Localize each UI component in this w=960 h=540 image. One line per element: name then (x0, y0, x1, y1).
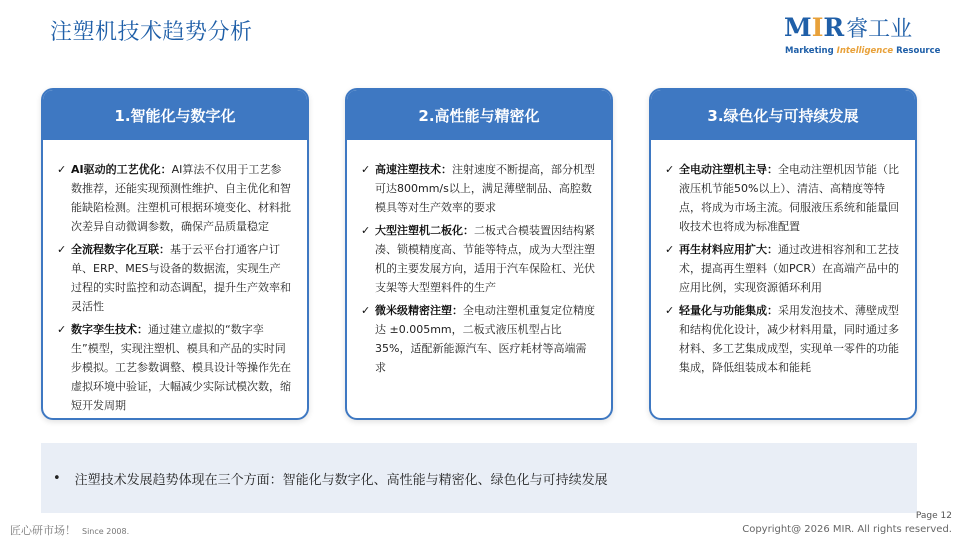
list-item-text (679, 301, 899, 377)
trend-card-green (649, 88, 917, 420)
mir-logo (784, 13, 941, 60)
item-heading: 全流程数字化互联： (71, 243, 170, 256)
footer-since: Since 2008. (82, 527, 130, 536)
footer-slogan-text: 匠心研市场！ (10, 524, 76, 537)
list-item (57, 160, 291, 236)
list-item-text (679, 160, 899, 236)
logo-letter-i: I (811, 13, 824, 42)
item-heading: 再生材料应用扩大： (679, 243, 778, 256)
list-item (57, 240, 291, 316)
item-heading: 全电动注塑机主导： (679, 163, 778, 176)
list-item (361, 301, 595, 377)
list-item-text (375, 301, 595, 377)
checkmark-icon: ✓ (361, 304, 371, 317)
checkmark-icon: ✓ (57, 323, 67, 336)
list-item (665, 301, 899, 377)
logo-letter-m: M (784, 13, 812, 42)
list-item (361, 160, 595, 217)
checkmark-icon: ✓ (665, 304, 675, 317)
card-body (651, 140, 915, 377)
checkmark-icon: ✓ (57, 243, 67, 256)
checkmark-icon: ✓ (665, 163, 675, 176)
checkmark-icon: ✓ (361, 224, 371, 237)
item-description: 注射速度不断提高，部分机型可达800mm/s以上，满足薄壁制品、高腔数模具等对生产效率的要求 (375, 163, 595, 214)
card-title: 3.绿色化与可持续发展 (651, 90, 915, 140)
logo-tagline-italic: Intelligence (836, 46, 894, 56)
summary-text: 注塑技术发展趋势体现在三个方面：智能化与数字化、高性能与精密化、绿色化与可持续发展 (74, 472, 608, 488)
item-description: 全电动注塑机因节能（比液压机节能50%以上）、清洁、高精度等特点，将成为市场主流。伺服液压系统和能量回收技术也将成为标准配置 (679, 163, 899, 233)
list-item (665, 160, 899, 236)
list-item-text (71, 320, 291, 415)
checkmark-icon: ✓ (57, 163, 67, 176)
logo-tagline-part: Resource (893, 46, 941, 56)
item-description: AI算法不仅用于工艺参数推荐，还能实现预测性维护、自主优化和智能缺陷检测。注塑机可根据环境变化、材料批次差异自动微调参数，确保产品质量稳定 (71, 163, 291, 233)
item-description: 二板式合模装置因结构紧凑、锁模精度高、节能等特点，成为大型注塑机的主要发展方向，适用于汽车保险杠、光伏支架等大型塑料件的生产 (375, 224, 595, 294)
logo-wordmark (784, 14, 912, 44)
item-heading: 微米级精密注塑： (375, 304, 463, 317)
page-title: 注塑机技术趋势分析 (50, 20, 253, 45)
checkmark-icon: ✓ (361, 163, 371, 176)
list-item-text (375, 221, 595, 297)
list-item-text (679, 240, 899, 297)
logo-chinese-name: 睿工业 (846, 17, 913, 42)
item-description: 全电动注塑机重复定位精度达 ±0.005mm，二板式液压机型占比 35%，适配新能源汽车、医疗耗材等高端需求 (375, 304, 595, 374)
list-item (361, 221, 595, 297)
bullet-icon: • (53, 470, 61, 486)
list-item (665, 240, 899, 297)
page-number: Page 12 (915, 511, 952, 521)
item-heading: 大型注塑机二板化： (375, 224, 474, 237)
card-title: 2.高性能与精密化 (347, 90, 611, 140)
trend-card-performance (345, 88, 613, 420)
card-body (347, 140, 611, 377)
logo-letter-r: R (823, 13, 845, 42)
trend-card-intelligent (41, 88, 309, 420)
footer-slogan (10, 522, 129, 538)
copyright-notice: Copyright@ 2026 MIR. All rights reserved. (742, 524, 952, 535)
item-description: 通过改进相容剂和工艺技术，提高再生塑料（如PCR）在高端产品中的应用比例，实现资源循环利用 (679, 243, 899, 294)
list-item (57, 320, 291, 415)
logo-tagline (785, 46, 940, 56)
item-heading: 数字孪生技术： (71, 323, 148, 336)
item-heading: 轻量化与功能集成： (679, 304, 778, 317)
item-description: 通过建立虚拟的“数字孪生”模型，实现注塑机、模具和产品的实时同步模拟。工艺参数调整、模具设计等操作先在虚拟环境中验证，大幅减少实际试模次数，缩短开发周期 (71, 323, 291, 412)
checkmark-icon: ✓ (665, 243, 675, 256)
item-heading: 高速注塑技术： (375, 163, 452, 176)
item-heading: AI驱动的工艺优化： (71, 163, 172, 176)
summary-box (41, 443, 917, 513)
list-item-text (375, 160, 595, 217)
list-item-text (71, 160, 291, 236)
list-item-text (71, 240, 291, 316)
card-title: 1.智能化与数字化 (43, 90, 307, 140)
item-description: 采用发泡技术、薄壁成型和结构优化设计，减少材料用量，同时通过多材料、多工艺集成成型，实现单一零件的功能集成，降低组装成本和能耗 (679, 304, 899, 374)
logo-tagline-part: Marketing (785, 46, 837, 56)
card-body (43, 140, 307, 415)
item-description: 基于云平台打通客户订单、ERP、MES与设备的数据流，实现生产过程的实时监控和动态调配，提升生产效率和灵活性 (71, 243, 291, 313)
